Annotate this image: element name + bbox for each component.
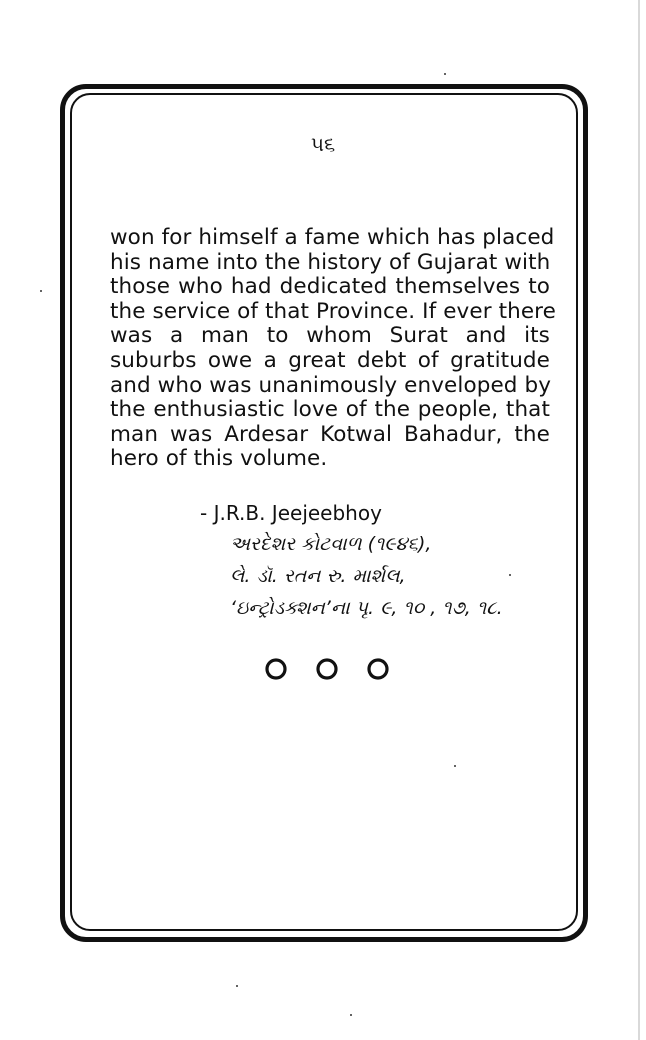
body-line: and who was unanimously enveloped by <box>110 372 552 398</box>
citation-author: - J.R.B. Jeejeebhoy <box>200 501 382 525</box>
body-line: suburbs owe a great debt of gratitude <box>110 347 550 373</box>
ornament-circle-icon <box>369 660 387 678</box>
body-line: was a man to whom Surat and its <box>110 323 550 349</box>
ornament-circles <box>262 656 392 682</box>
body-paragraph <box>110 225 556 472</box>
scan-speck <box>236 985 238 987</box>
page-number: ૫૬ <box>310 132 336 156</box>
page-edge-line <box>638 0 640 1040</box>
scan-speck <box>350 1014 352 1016</box>
citation-source-title: અરદેશર કોટવાળ (૧૯૪૬), <box>230 533 432 555</box>
scan-speck <box>40 290 42 292</box>
body-line: the enthusiastic love of the people, that <box>110 397 550 423</box>
ornament-circle-icon <box>318 660 336 678</box>
body-line: the service of that Province. If ever there <box>110 298 556 324</box>
citation-source-author: લે. ડૉ. રતન રુ. માર્શલ, <box>230 565 406 587</box>
scan-speck <box>509 574 511 576</box>
body-line: his name into the history of Gujarat with <box>110 249 551 275</box>
scan-speck <box>454 765 456 767</box>
scan-speck <box>444 73 446 75</box>
ornament-circle-icon <box>267 660 285 678</box>
body-line: hero of this volume. <box>110 446 328 472</box>
citation-block <box>200 498 503 624</box>
body-line: won for himself a fame which has placed <box>110 225 555 250</box>
citation-source-pages: ‘ઇન્ટ્રોડક્શન’ના પૃ. ૯, ૧૦ , ૧૭, ૧૮. <box>230 597 503 619</box>
body-line: man was Ardesar Kotwal Bahadur, the <box>110 421 550 447</box>
body-line: those who had dedicated themselves to <box>110 274 550 300</box>
